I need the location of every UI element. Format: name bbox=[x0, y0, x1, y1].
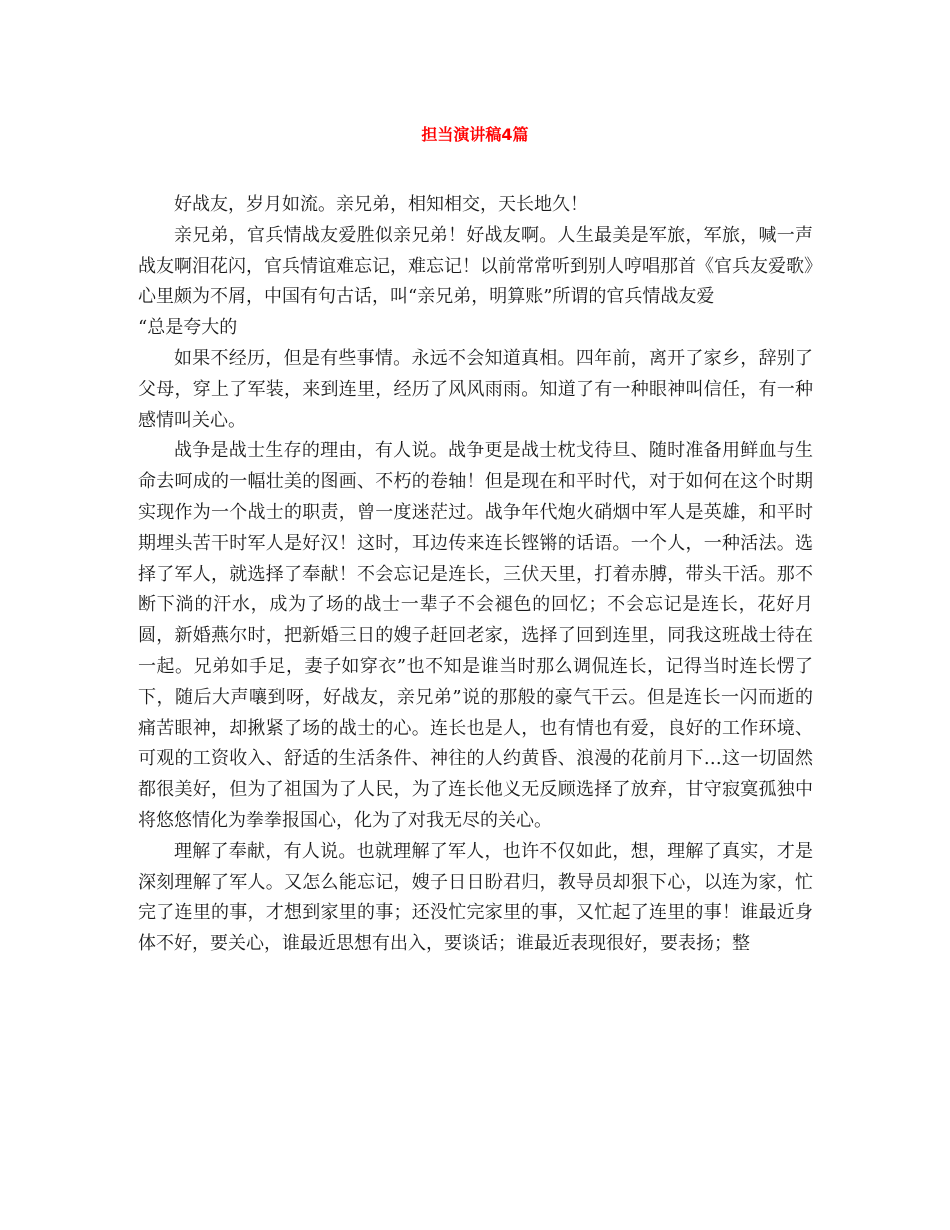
document-body bbox=[138, 190, 813, 960]
paragraph: 如果不经历，但是有些事情。永远不会知道真相。四年前，离开了家乡，辞别了父母，穿上了军装，来到连里，经历了风风雨雨。知道了有一种眼神叫信任，有一种感情叫关心。 bbox=[138, 347, 813, 431]
paragraph: 战争是战士生存的理由，有人说。战争更是战士枕戈待旦、随时准备用鲜血与生命去呵成的一幅壮美的图画、不朽的卷轴！但是现在和平时代，对于如何在这个时期实现作为一个战士的职责，曾一度迷茫过。战争年代炮火硝烟中军人是英雄，和平时期埋头苦干时军人是好汉！这时，耳边传来连长铿锵的话语。一个人，一种活法。选择了军人，就选择了奉献！不会忘记是连长，三伏天里，打着赤膊，带头干活。那不断下淌的汗水，成为了场的战士一辈子不会褪色的回忆；不会忘记是连长，花好月圆，新婚燕尔时，把新婚三日的嫂子赶回老家，选择了回到连里，同我这班战士待在一起。兄弟如手足，妻子如穿衣”也不知是谁当时那么调侃连长，记得当时连长愣了下，随后大声嚷到呀，好战友，亲兄弟”说的那般的豪气干云。但是连长一闪而逝的痛苦眼神，却揪紧了场的战士的心。连长也是人，也有情也有爱，良好的工作环境、可观的工资收入、舒适的生活条件、神往的人约黄昏、浪漫的花前月下…这一切固然都很美好，但为了祖国为了人民，为了连长他义无反顾选择了放弃，甘守寂寞孤独中将悠悠情化为拳拳报国心，化为了对我无尽的关心。 bbox=[138, 440, 813, 831]
paragraph: 理解了奉献，有人说。也就理解了军人，也许不仅如此，想，理解了真实，才是深刻理解了军人。又怎么能忘记，嫂子日日盼君归，教导员却狠下心，以连为家，忙完了连里的事，才想到家里的事；还没忙完家里的事，又忙起了连里的事！谁最近身体不好，要关心，谁最近思想有出入，要谈话；谁最近表现很好，要表扬；整 bbox=[138, 840, 813, 955]
paragraph: 亲兄弟，官兵情战友爱胜似亲兄弟！好战友啊。人生最美是军旅，军旅，喊一声战友啊泪花闪，官兵情谊难忘记，难忘记！以前常常听到别人哼唱那首《官兵友爱歌》心里颇为不屑，中国有句古话，叫“亲兄弟，明算账”所谓的官兵情战友爱 bbox=[138, 224, 813, 308]
paragraph-fragment: “总是夸大的 bbox=[138, 317, 238, 339]
document-title: 担当演讲稿4篇 bbox=[421, 125, 529, 144]
paragraph: 好战友，岁月如流。亲兄弟，相知相交，天长地久！ bbox=[174, 194, 588, 215]
